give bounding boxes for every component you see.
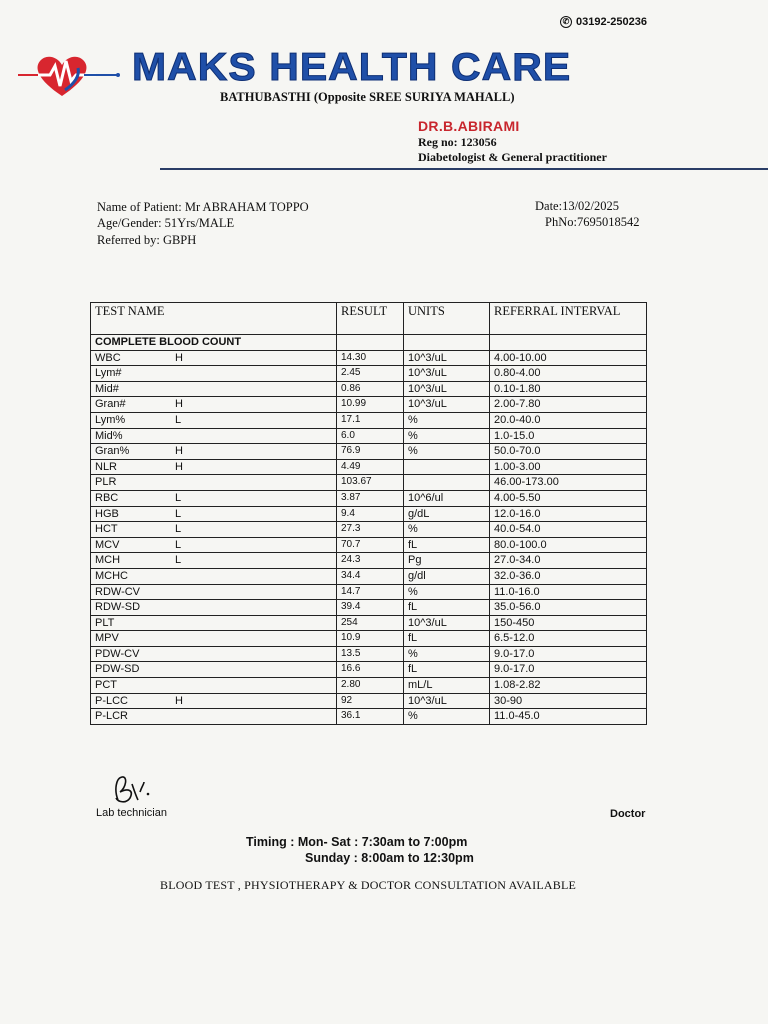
- table-row: [91, 490, 647, 506]
- test-range: 9.0-17.0: [490, 662, 647, 678]
- table-row: [91, 537, 647, 553]
- test-unit: Pg: [404, 553, 490, 569]
- test-unit: 10^3/uL: [404, 615, 490, 631]
- test-unit: %: [404, 428, 490, 444]
- test-name-cell: [91, 366, 337, 382]
- header-test-name: TEST NAME: [91, 303, 337, 335]
- test-result: 34.4: [337, 568, 404, 584]
- test-range: 50.0-70.0: [490, 444, 647, 460]
- test-name-cell: [91, 444, 337, 460]
- test-result: 254: [337, 615, 404, 631]
- doctor-specialty: Diabetologist & General practitioner: [418, 150, 607, 164]
- test-range: 11.0-16.0: [490, 584, 647, 600]
- table-row: [91, 678, 647, 694]
- test-range: 0.10-1.80: [490, 381, 647, 397]
- test-name: P-LCC: [95, 694, 129, 707]
- test-result: 70.7: [337, 537, 404, 553]
- table-row: [91, 475, 647, 491]
- test-name: Mid%: [95, 429, 123, 442]
- test-name: MCV: [95, 538, 120, 551]
- heart-pulse-logo-icon: [18, 52, 120, 100]
- test-range: 27.0-34.0: [490, 553, 647, 569]
- test-name: Gran#: [95, 398, 126, 411]
- test-name: PLR: [95, 476, 117, 489]
- test-result: 13.5: [337, 646, 404, 662]
- test-name: Lym#: [95, 367, 122, 380]
- test-name: MPV: [95, 632, 119, 645]
- test-unit: mL/L: [404, 678, 490, 694]
- phone-icon: ✆: [560, 16, 572, 28]
- test-unit: g/dl: [404, 568, 490, 584]
- test-result: 2.80: [337, 678, 404, 694]
- test-flag: H: [175, 351, 183, 364]
- test-name: Gran%: [95, 445, 130, 458]
- test-range: 150-450: [490, 615, 647, 631]
- services-available: BLOOD TEST , PHYSIOTHERAPY & DOCTOR CONSULTATION AVAILABLE: [160, 878, 577, 892]
- timing-sunday: Sunday : 8:00am to 12:30pm: [305, 851, 474, 865]
- table-row: [91, 428, 647, 444]
- test-unit: %: [404, 709, 490, 725]
- test-name: RDW-CV: [95, 585, 141, 598]
- test-name-cell: [91, 397, 337, 413]
- test-range: 2.00-7.80: [490, 397, 647, 413]
- test-result: 3.87: [337, 490, 404, 506]
- test-flag: L: [175, 507, 182, 520]
- test-unit: %: [404, 412, 490, 428]
- test-flag: H: [175, 694, 183, 707]
- test-name-cell: [91, 600, 337, 616]
- doctor-reg-no: Reg no: 123056: [418, 135, 497, 149]
- table-row: [91, 397, 647, 413]
- test-unit: 10^3/uL: [404, 693, 490, 709]
- test-name-cell: [91, 537, 337, 553]
- test-result: 10.99: [337, 397, 404, 413]
- test-unit: g/dL: [404, 506, 490, 522]
- test-result: 17.1: [337, 412, 404, 428]
- test-name: NLR: [95, 460, 118, 473]
- test-name: Mid#: [95, 382, 119, 395]
- test-unit: %: [404, 584, 490, 600]
- test-range: 1.00-3.00: [490, 459, 647, 475]
- test-name: MCHC: [95, 569, 128, 582]
- test-result: 27.3: [337, 522, 404, 538]
- test-name-cell: [91, 490, 337, 506]
- test-result: 36.1: [337, 709, 404, 725]
- test-unit: fL: [404, 600, 490, 616]
- table-row: [91, 584, 647, 600]
- test-range: 20.0-40.0: [490, 412, 647, 428]
- test-name-cell: [91, 475, 337, 491]
- test-range: 9.0-17.0: [490, 646, 647, 662]
- test-result: 10.9: [337, 631, 404, 647]
- test-name-cell: [91, 615, 337, 631]
- table-row: [91, 615, 647, 631]
- test-name-cell: [91, 631, 337, 647]
- lab-technician-signature: [108, 772, 154, 806]
- test-name: WBC: [95, 351, 121, 364]
- header-referral-interval: REFERRAL INTERVAL: [490, 303, 647, 335]
- test-result: 14.30: [337, 350, 404, 366]
- test-name: HGB: [95, 507, 119, 520]
- test-unit: %: [404, 646, 490, 662]
- test-result: 16.6: [337, 662, 404, 678]
- header-units: UNITS: [404, 303, 490, 335]
- test-range: 46.00-173.00: [490, 475, 647, 491]
- table-row: [91, 568, 647, 584]
- test-unit: 10^6/ul: [404, 490, 490, 506]
- test-unit: 10^3/uL: [404, 381, 490, 397]
- test-name: Lym%: [95, 413, 126, 426]
- test-name-cell: [91, 568, 337, 584]
- test-name-cell: [91, 584, 337, 600]
- test-range: 30-90: [490, 693, 647, 709]
- section-row: [91, 335, 647, 351]
- patient-phone: PhNo:7695018542: [545, 215, 640, 229]
- test-name-cell: [91, 662, 337, 678]
- table-header-row: [91, 303, 647, 335]
- test-result: 4.49: [337, 459, 404, 475]
- test-unit: %: [404, 444, 490, 460]
- patient-age-gender: Age/Gender: 51Yrs/MALE: [97, 216, 235, 230]
- doctor-name: DR.B.ABIRAMI: [418, 118, 520, 134]
- results-table: [90, 302, 647, 725]
- test-name: PDW-SD: [95, 663, 140, 676]
- section-title: COMPLETE BLOOD COUNT: [91, 335, 337, 351]
- test-unit: [404, 475, 490, 491]
- clinic-phone: ✆ 03192-250236: [560, 16, 647, 28]
- test-flag: H: [175, 398, 183, 411]
- test-range: 1.08-2.82: [490, 678, 647, 694]
- test-name: MCH: [95, 554, 121, 567]
- test-name-cell: [91, 646, 337, 662]
- test-name: RBC: [95, 491, 119, 504]
- test-result: 2.45: [337, 366, 404, 382]
- test-range: 32.0-36.0: [490, 568, 647, 584]
- patient-name: Name of Patient: Mr ABRAHAM TOPPO: [97, 200, 309, 214]
- test-name-cell: [91, 553, 337, 569]
- test-range: 4.00-10.00: [490, 350, 647, 366]
- test-name-cell: [91, 678, 337, 694]
- test-name: PDW-CV: [95, 647, 140, 660]
- test-range: 1.0-15.0: [490, 428, 647, 444]
- test-flag: L: [175, 413, 182, 426]
- test-name-cell: [91, 709, 337, 725]
- test-range: 40.0-54.0: [490, 522, 647, 538]
- test-range: 35.0-56.0: [490, 600, 647, 616]
- test-unit: fL: [404, 631, 490, 647]
- table-row: [91, 366, 647, 382]
- report-date: Date:13/02/2025: [535, 199, 620, 213]
- test-result: 76.9: [337, 444, 404, 460]
- test-flag: L: [175, 538, 182, 551]
- patient-referred-by: Referred by: GBPH: [97, 233, 197, 247]
- test-name: HCT: [95, 523, 118, 536]
- timing-weekday: Timing : Mon- Sat : 7:30am to 7:00pm: [246, 835, 468, 849]
- test-name-cell: [91, 350, 337, 366]
- table-row: [91, 444, 647, 460]
- test-flag: L: [175, 554, 182, 567]
- header-result: RESULT: [337, 303, 404, 335]
- test-result: 14.7: [337, 584, 404, 600]
- test-name-cell: [91, 428, 337, 444]
- header-divider: [160, 168, 768, 170]
- test-flag: H: [175, 445, 183, 458]
- test-result: 103.67: [337, 475, 404, 491]
- table-row: [91, 600, 647, 616]
- table-row: [91, 350, 647, 366]
- test-result: 9.4: [337, 506, 404, 522]
- test-flag: H: [175, 460, 183, 473]
- test-name-cell: [91, 412, 337, 428]
- test-name-cell: [91, 693, 337, 709]
- test-range: 11.0-45.0: [490, 709, 647, 725]
- test-name: RDW-SD: [95, 601, 141, 614]
- test-flag: L: [175, 523, 182, 536]
- test-name: PCT: [95, 679, 117, 692]
- test-unit: fL: [404, 662, 490, 678]
- table-row: [91, 709, 647, 725]
- table-row: [91, 459, 647, 475]
- test-flag: L: [175, 491, 182, 504]
- table-row: [91, 553, 647, 569]
- lab-technician-label: Lab technician: [96, 807, 167, 819]
- test-result: 24.3: [337, 553, 404, 569]
- test-unit: 10^3/uL: [404, 397, 490, 413]
- test-name: PLT: [95, 616, 115, 629]
- test-name-cell: [91, 506, 337, 522]
- test-name-cell: [91, 459, 337, 475]
- table-row: [91, 506, 647, 522]
- test-name-cell: [91, 381, 337, 397]
- table-row: [91, 381, 647, 397]
- doctor-label: Doctor: [610, 808, 646, 820]
- table-row: [91, 631, 647, 647]
- test-range: 12.0-16.0: [490, 506, 647, 522]
- test-result: 6.0: [337, 428, 404, 444]
- test-range: 4.00-5.50: [490, 490, 647, 506]
- test-unit: %: [404, 522, 490, 538]
- test-range: 6.5-12.0: [490, 631, 647, 647]
- test-result: 92: [337, 693, 404, 709]
- table-row: [91, 646, 647, 662]
- test-unit: [404, 459, 490, 475]
- test-result: 0.86: [337, 381, 404, 397]
- test-name-cell: [91, 522, 337, 538]
- test-unit: 10^3/uL: [404, 350, 490, 366]
- table-row: [91, 522, 647, 538]
- test-range: 80.0-100.0: [490, 537, 647, 553]
- clinic-address: BATHUBASTHI (Opposite SREE SURIYA MAHALL): [220, 90, 515, 104]
- test-name: P-LCR: [95, 710, 129, 723]
- test-unit: fL: [404, 537, 490, 553]
- table-row: [91, 662, 647, 678]
- table-row: [91, 412, 647, 428]
- test-result: 39.4: [337, 600, 404, 616]
- clinic-name: MAKS HEALTH CARE: [132, 46, 572, 89]
- test-range: 0.80-4.00: [490, 366, 647, 382]
- table-row: [91, 693, 647, 709]
- test-unit: 10^3/uL: [404, 366, 490, 382]
